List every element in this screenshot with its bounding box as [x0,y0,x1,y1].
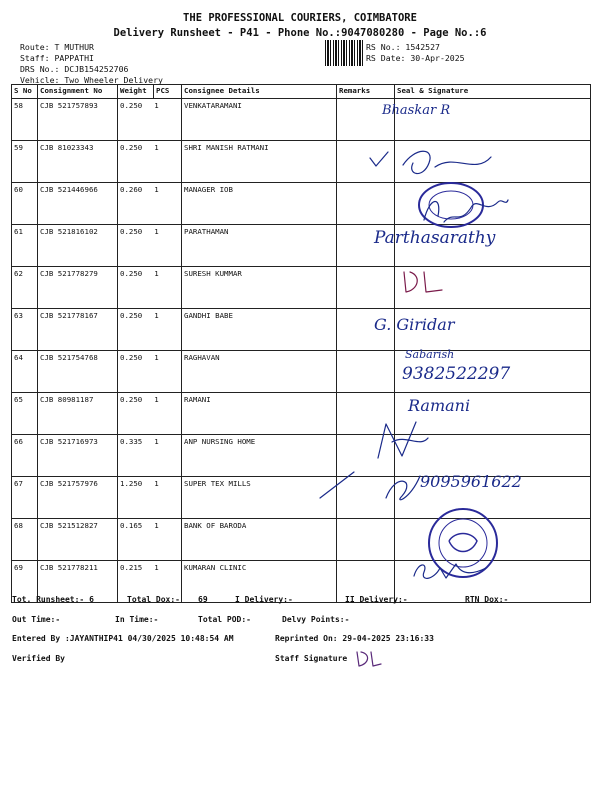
col-pcs: PCS [154,85,182,99]
cell-pcs: 1 [154,353,159,362]
drs-number: DRS No.: DCJB154252706 [20,64,129,74]
signature-row-69 [410,558,490,584]
cell-consignee: PARATHAMAN [182,225,337,267]
company-title: THE PROFESSIONAL COURIERS, COIMBATORE [183,12,417,24]
cell-consignee: MANAGER IOB [182,183,337,225]
cell-sno: 59 [12,141,38,183]
cell-sno: 68 [12,519,38,561]
total-pod: Total POD:- [198,615,251,624]
table-row [12,435,591,477]
signature-row-66 [372,418,432,464]
rs-number: RS No.: 1542527 [366,42,440,52]
col-remarks: Remarks [337,85,395,99]
out-time: Out Time:- [12,615,61,624]
staff-signature-label: Staff Signature [275,654,348,663]
cell-consignee: SHRI MANISH RATMANI [182,141,337,183]
cell-consignment: CJB 80981187 [38,393,118,435]
cell-pcs: 1 [154,185,159,194]
cell-consignee: SUPER TEX MILLS [182,477,337,519]
cell-pcs: 1 [154,563,159,572]
runsheet-title: Delivery Runsheet - P41 - Phone No.:9047080280 - Page No.:6 [113,27,487,39]
col-consignee: Consignee Details [182,85,337,99]
cell-weight: 0.250 [120,227,143,236]
cell-sno: 62 [12,267,38,309]
cell-weight: 0.260 [120,185,143,194]
signature-row-67-phone: 9095961622 [420,472,522,491]
staff-signature-mark [353,648,383,670]
cell-consignment: CJB 521754768 [38,351,118,393]
cell-weight-pcs [118,99,182,141]
cell-weight: 0.165 [120,521,143,530]
table-row [12,99,591,141]
cell-weight: 0.250 [120,101,143,110]
in-time: In Time:- [115,615,159,624]
signature-row-64-name: Sabarish [405,348,455,361]
delvy-points: Delvy Points:- [282,615,350,624]
cell-sno: 60 [12,183,38,225]
cell-sno: 58 [12,99,38,141]
entered-by: Entered By :JAYANTHIP41 04/30/2025 10:48:54 AM [12,634,234,643]
runsheet-table [11,84,591,603]
cell-consignment: CJB 521778211 [38,561,118,603]
i-delivery: I Delivery:- [235,595,293,604]
cell-pcs: 1 [154,101,159,110]
col-weight: Weight [118,85,154,99]
cell-weight: 0.335 [120,437,143,446]
cell-consignee: GANDHI BABE [182,309,337,351]
pen-stroke-mark [318,470,358,500]
cell-sno: 64 [12,351,38,393]
cell-consignment: CJB 521512827 [38,519,118,561]
cell-pcs: 1 [154,395,159,404]
cell-weight: 0.250 [120,143,143,152]
signature-row-61: Parthasarathy [374,228,496,248]
signature-row-62 [398,268,446,298]
route-label: Route: T MUTHUR [20,42,94,52]
cell-consignment: CJB 521716973 [38,435,118,477]
signature-row-59 [395,145,495,185]
cell-remarks [337,267,395,309]
cell-weight: 0.250 [120,311,143,320]
cell-weight: 0.250 [120,353,143,362]
table-row [12,393,591,435]
col-sno: S No [12,85,38,99]
cell-consignee: RAMANI [182,393,337,435]
tot-runsheet: Tot. Runsheet:- 6 [12,595,94,604]
cell-consignment: CJB 521446966 [38,183,118,225]
cell-pcs: 1 [154,311,159,320]
cell-remarks [337,519,395,561]
cell-weight: 0.250 [120,395,143,404]
cell-weight-pcs [118,225,182,267]
cell-consignee: SURESH KUMMAR [182,267,337,309]
cell-pcs: 1 [154,479,159,488]
rs-date: RS Date: 30-Apr-2025 [366,53,465,63]
table-row [12,141,591,183]
total-dox-value: 69 [198,595,208,604]
cell-weight-pcs [118,309,182,351]
cell-weight-pcs [118,477,182,519]
cell-consignment: CJB 81023343 [38,141,118,183]
cell-consignee: VENKATARAMANI [182,99,337,141]
cell-consignee: BANK OF BARODA [182,519,337,561]
cell-weight: 0.250 [120,269,143,278]
signature-row-60 [420,192,510,230]
col-signature: Seal & Signature [395,85,591,99]
cell-consignment: CJB 521757976 [38,477,118,519]
table-row [12,519,591,561]
cell-sno: 66 [12,435,38,477]
signature-row-63: G. Giridar [374,315,455,334]
cell-consignment: CJB 521778279 [38,267,118,309]
cell-weight-pcs [118,141,182,183]
rtn-dox: RTN Dox:- [465,595,509,604]
cell-pcs: 1 [154,143,159,152]
signature-row-67-mark [380,470,424,504]
signature-row-65: Ramani [408,396,471,415]
ii-delivery: II Delivery:- [345,595,408,604]
cell-consignee: RAGHAVAN [182,351,337,393]
cell-sno: 67 [12,477,38,519]
staff-label: Staff: PAPPATHI [20,53,94,63]
cell-weight-pcs [118,519,182,561]
cell-consignment: CJB 521816102 [38,225,118,267]
cell-pcs: 1 [154,437,159,446]
signature-row-64-phone: 9382522297 [402,364,511,384]
cell-remarks [337,183,395,225]
reprinted-on: Reprinted On: 29-04-2025 23:16:33 [275,634,434,643]
cell-consignee: KUMARAN CLINIC [182,561,337,603]
cell-consignment: CJB 521778167 [38,309,118,351]
cell-weight-pcs [118,351,182,393]
cell-weight: 1.250 [120,479,143,488]
table-row [12,309,591,351]
cell-consignee: ANP NURSING HOME [182,435,337,477]
cell-sno: 63 [12,309,38,351]
cell-sno: 69 [12,561,38,603]
cell-sno: 61 [12,225,38,267]
col-consignment: Consignment No [38,85,118,99]
vehicle-label: Vehicle: Two Wheeler Delivery [20,75,163,85]
table-row [12,267,591,309]
table-row [12,225,591,267]
table-header-row [12,85,591,99]
cell-remarks [337,351,395,393]
total-dox-label: Total Dox:- [127,595,180,604]
cell-weight-pcs [118,183,182,225]
cell-pcs: 1 [154,227,159,236]
cell-weight-pcs [118,393,182,435]
barcode-image [325,40,363,66]
cell-weight-pcs [118,267,182,309]
cell-weight-pcs [118,435,182,477]
verified-by: Verified By [12,654,65,663]
signature-row-58: Bhaskar R [382,103,451,118]
cell-pcs: 1 [154,521,159,530]
cell-pcs: 1 [154,269,159,278]
cell-sno: 65 [12,393,38,435]
cell-weight: 0.215 [120,563,143,572]
cell-consignment: CJB 521757893 [38,99,118,141]
